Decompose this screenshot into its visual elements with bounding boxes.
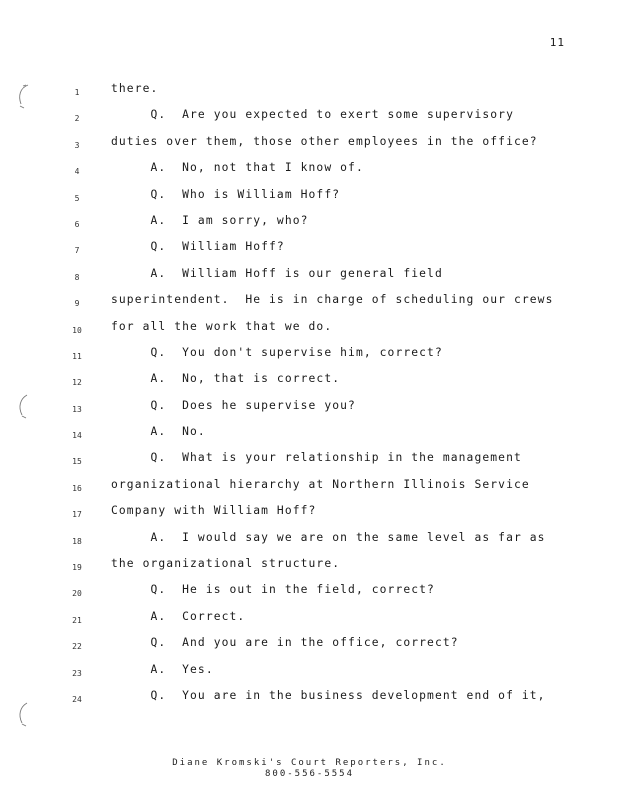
transcript-line	[0, 397, 619, 423]
line-text: Q. He is out in the field, correct?	[111, 583, 435, 597]
line-number: 22	[72, 642, 82, 652]
line-text: the organizational structure.	[111, 557, 341, 571]
line-number: 15	[72, 457, 82, 467]
transcript-line	[0, 661, 619, 687]
transcript-line	[0, 476, 619, 502]
transcript-line	[0, 238, 619, 264]
line-text: Q. Are you expected to exert some supervisory	[111, 108, 514, 122]
line-number: 20	[72, 589, 82, 599]
line-number: 9	[74, 299, 80, 309]
line-text: A. I am sorry, who?	[111, 213, 309, 227]
line-text: Q. William Hoff?	[111, 240, 285, 254]
line-number: 24	[72, 694, 82, 704]
line-number: 3	[74, 140, 80, 150]
line-number: 2	[74, 114, 80, 124]
line-number: 10	[72, 325, 82, 335]
transcript-line	[0, 634, 619, 660]
transcript-line	[0, 291, 619, 317]
line-number: 1	[74, 88, 80, 97]
transcript-line	[0, 529, 619, 555]
line-text: Q. You don't supervise him, correct?	[111, 345, 443, 359]
transcript-line	[0, 106, 619, 132]
line-number: 4	[74, 167, 80, 177]
line-text: Q. Who is William Hoff?	[111, 187, 341, 201]
transcript-line	[0, 159, 619, 185]
line-number: 19	[72, 563, 82, 573]
transcript-line	[0, 344, 619, 370]
page-number: 11	[549, 36, 565, 49]
line-text: duties over them, those other employees in the office?	[111, 134, 538, 148]
line-number: 7	[74, 246, 80, 256]
transcript-line	[0, 449, 619, 475]
transcript-line	[0, 80, 619, 106]
transcript-line	[0, 186, 619, 212]
transcript-line	[0, 212, 619, 238]
line-number: 11	[72, 351, 82, 361]
line-text: Q. You are in the business development end of it,	[111, 688, 546, 702]
transcript-body	[0, 80, 619, 713]
line-text: A. Yes.	[111, 662, 214, 676]
transcript-line	[0, 687, 619, 713]
line-number: 17	[72, 510, 82, 520]
line-text: superintendent. He is in charge of scheduling our crews	[111, 293, 554, 307]
line-text: A. William Hoff is our general field	[111, 266, 443, 280]
transcript-line	[0, 581, 619, 607]
line-text: A. I would say we are on the same level as far as	[111, 530, 546, 544]
line-number: 23	[72, 668, 82, 678]
transcript-line	[0, 318, 619, 344]
line-number: 13	[72, 404, 82, 414]
footer-phone: 800-556-5554	[264, 769, 355, 779]
line-number: 8	[74, 272, 80, 282]
line-text: for all the work that we do.	[111, 319, 333, 333]
line-text: there.	[111, 82, 159, 95]
line-number: 18	[72, 536, 82, 546]
line-number: 14	[72, 431, 82, 441]
line-number: 16	[72, 483, 82, 493]
transcript-line	[0, 608, 619, 634]
line-number: 5	[74, 193, 80, 203]
line-number: 6	[74, 219, 80, 229]
line-text: organizational hierarchy at Northern Illinois Service	[111, 477, 530, 491]
transcript-line	[0, 555, 619, 581]
transcript-line	[0, 370, 619, 396]
line-text: A. No, that is correct.	[111, 372, 341, 386]
line-text: A. No.	[111, 425, 206, 439]
line-text: A. No, not that I know of.	[111, 161, 364, 175]
line-text: Q. And you are in the office, correct?	[111, 636, 459, 650]
line-number: 12	[72, 378, 82, 388]
line-number: 21	[72, 615, 82, 625]
line-text: Q. Does he supervise you?	[111, 398, 356, 412]
transcript-line	[0, 423, 619, 449]
transcript-line	[0, 502, 619, 528]
transcript-line	[0, 133, 619, 159]
line-text: Q. What is your relationship in the management	[111, 451, 522, 465]
footer-reporter: Diane Kromski's Court Reporters, Inc.	[172, 758, 447, 768]
line-text: A. Correct.	[111, 609, 246, 623]
transcript-line	[0, 265, 619, 291]
line-text: Company with William Hoff?	[111, 504, 317, 518]
